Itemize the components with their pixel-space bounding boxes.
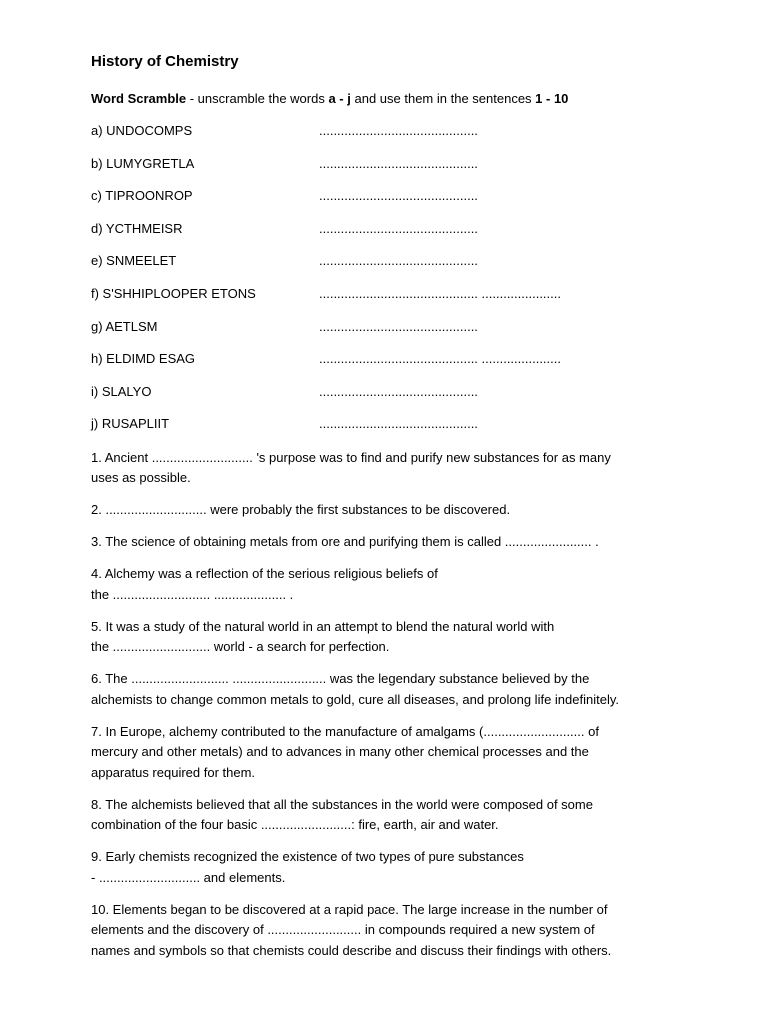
page-title: History of Chemistry — [91, 53, 239, 70]
sentence-line: the ........................... world - a search for perfection. — [91, 639, 390, 655]
instructions-lead: Word Scramble — [91, 91, 187, 106]
answer-blank: ............................................ — [319, 416, 478, 432]
sentence-line: alchemists to change common metals to gold, cure all diseases, and prolong life indefinitely. — [91, 691, 619, 707]
sentence-line: elements and the discovery of .......................... in compounds required a new system of — [91, 922, 595, 938]
answer-blank: ............................................ — [319, 155, 478, 171]
answer-blank: ............................................ — [319, 123, 478, 138]
sentence-line: 1. Ancient ............................ 's purpose was to find and purify new substances for as many — [91, 449, 611, 465]
sentence-4 — [91, 564, 711, 605]
scrambled-word: g) AETLSM — [91, 318, 158, 334]
scramble-item-i — [91, 383, 711, 401]
scramble-item-f — [91, 285, 711, 303]
sentence-line: names and symbols so that chemists could describe and discuss their findings with others. — [91, 942, 612, 958]
scramble-item-e — [91, 252, 711, 270]
instructions-range-numbers: 1 - 10 — [535, 91, 569, 106]
sentence-line: - ............................ and elements. — [91, 869, 286, 885]
scrambled-word: f) S'SHHIPLOOPER ETONS — [91, 285, 256, 301]
scramble-item-a — [91, 122, 711, 140]
sentence-line: 4. Alchemy was a reflection of the serious religious beliefs of — [91, 566, 438, 582]
sentence-line: apparatus required for them. — [91, 764, 256, 780]
instructions — [91, 90, 711, 108]
scrambled-word: b) LUMYGRETLA — [91, 155, 195, 171]
sentence-7 — [91, 722, 711, 784]
instructions-range-letters: a - j — [328, 91, 351, 106]
sentence-line: 9. Early chemists recognized the existence of two types of pure substances — [91, 849, 524, 865]
scramble-item-b — [91, 155, 711, 173]
sentence-1 — [91, 448, 711, 489]
answer-blank: ............................................ — [319, 318, 478, 334]
sentence-line: mercury and other metals) and to advances in many other chemical processes and the — [91, 744, 589, 760]
scrambled-word: h) ELDIMD ESAG — [91, 351, 196, 367]
sentence-line: 6. The ........................... .......................... was the legendary substance believed by the — [91, 671, 590, 687]
word-scramble-list — [91, 122, 711, 433]
sentence-line: 3. The science of obtaining metals from ore and purifying them is called ........................ . — [91, 534, 599, 550]
scrambled-word: e) SNMEELET — [91, 253, 177, 269]
worksheet-page — [91, 52, 711, 973]
scramble-item-h — [91, 350, 711, 368]
scrambled-word: a) UNDOCOMPS — [91, 123, 193, 138]
sentence-5 — [91, 617, 711, 658]
scramble-item-j — [91, 415, 711, 433]
sentence-line: 7. In Europe, alchemy contributed to the manufacture of amalgams (............................ of — [91, 723, 599, 739]
answer-blank: ............................................ — [319, 220, 478, 236]
scrambled-word: j) RUSAPLIIT — [91, 416, 170, 432]
sentence-list — [91, 448, 711, 962]
sentence-line: 2. ............................ were probably the first substances to be discovered. — [91, 502, 511, 518]
scrambled-word: c) TIPROONROP — [91, 188, 193, 204]
sentence-line: combination of the four basic .........................: fire, earth, air and water. — [91, 817, 499, 833]
sentence-2 — [91, 500, 711, 521]
sentence-line: 5. It was a study of the natural world in an attempt to blend the natural world with — [91, 618, 555, 634]
sentence-line: uses as possible. — [91, 470, 191, 486]
answer-blank: ............................................ ...................... — [319, 351, 561, 367]
scrambled-word: d) YCTHMEISR — [91, 220, 183, 236]
scramble-item-c — [91, 187, 711, 205]
answer-blank: ............................................ — [319, 188, 478, 204]
sentence-6 — [91, 669, 711, 710]
instructions-text-1: - unscramble the words — [186, 91, 329, 106]
sentence-line: 8. The alchemists believed that all the substances in the world were composed of some — [91, 796, 593, 812]
scramble-item-g — [91, 318, 711, 336]
sentence-8 — [91, 795, 711, 836]
scrambled-word: i) SLALYO — [91, 383, 152, 399]
sentence-line: 10. Elements began to be discovered at a rapid pace. The large increase in the number of — [91, 901, 608, 917]
sentence-3 — [91, 532, 711, 553]
sentence-line: the ........................... .................... . — [91, 586, 294, 602]
answer-blank: ............................................ — [319, 253, 478, 269]
scramble-item-d — [91, 220, 711, 238]
answer-blank: ............................................ ...................... — [319, 285, 561, 301]
answer-blank: ............................................ — [319, 383, 478, 399]
sentence-9 — [91, 847, 711, 888]
instructions-text-2: and use them in the sentences — [350, 91, 536, 106]
sentence-10 — [91, 900, 711, 962]
